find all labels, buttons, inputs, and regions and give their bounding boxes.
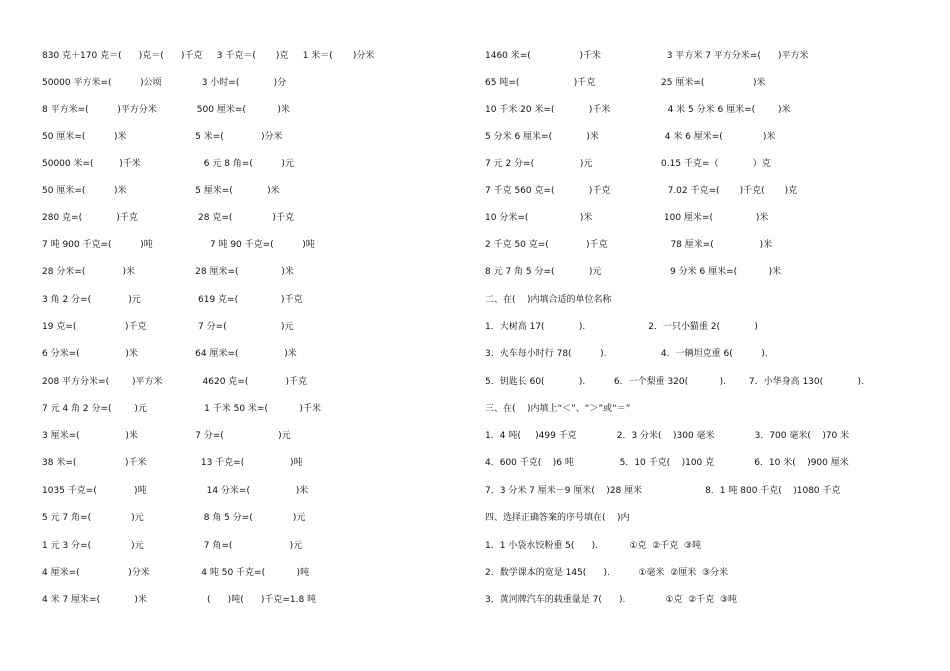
exercise-line: 5 分米 6 厘米=( )米 4 米 6 厘米=( )米 <box>485 132 776 142</box>
section-heading-choice: 四、选择正确答案的序号填在( )内 <box>485 513 630 523</box>
exercise-line: 830 克＋170 克＝( )克＝( )千克 3 千克＝( )克 1 米＝( )分米 <box>42 51 375 61</box>
exercise-line: 10 千米 20 米=( )千米 4 米 5 分米 6 厘米=( )米 <box>485 105 791 115</box>
exercise-line: 5．钥匙长 60( ). 6．一个梨重 320( ). 7．小华身高 130( ). <box>485 377 864 387</box>
exercise-line: 50000 平方米=( )公顷 3 小时=( )分 <box>42 78 287 88</box>
exercise-line: 4 米 7 厘米=( )米 ( )吨( )千克=1.8 吨 <box>42 595 317 605</box>
exercise-line: 50 厘米=( )米 5 厘米=( )米 <box>42 186 280 196</box>
exercise-line: 7 元 2 分=( )元 0.15 千克=（ ）克 <box>485 159 771 169</box>
exercise-line: 50 厘米=( )米 5 米=( )分米 <box>42 132 283 142</box>
exercise-line: 38 米=( )千米 13 千克=( )吨 <box>42 458 303 468</box>
section-heading-compare: 三、在( )内填上“＜”、“＞”或“＝” <box>485 404 631 414</box>
exercise-line: 5 元 7 角=( )元 8 角 5 分=( )元 <box>42 513 306 523</box>
exercise-line: 3 角 2 分=( )元 619 克=( )千克 <box>42 295 303 305</box>
exercise-line: 208 平方分米=( )平方米 4620 克=( )千克 <box>42 377 308 387</box>
exercise-line: 8 平方米=( )平方分米 500 厘米=( )米 <box>42 105 290 115</box>
exercise-line: 28 分米=( )米 28 厘米=( )米 <box>42 267 294 277</box>
exercise-line: 50000 米=( )千米 6 元 8 角=( )元 <box>42 159 294 169</box>
exercise-line: 7 千克 560 克=( )千克 7.02 千克=( )千克( )克 <box>485 186 798 196</box>
exercise-line: 7 元 4 角 2 分=( )元 1 千米 50 米=( )千米 <box>42 404 321 414</box>
exercise-line: 3．火车每小时行 78( ). 4．一辆坦克重 6( ). <box>485 349 768 359</box>
exercise-line: 3．黄河牌汽车的载重量是 7( ). ①克 ②千克 ③吨 <box>485 595 738 605</box>
exercise-line: 3 厘米=( )米 7 分=( )元 <box>42 431 291 441</box>
exercise-line: 19 克=( )千克 7 分=( )元 <box>42 322 294 332</box>
section-heading-units: 二、在( )内填合适的单位名称 <box>485 295 612 305</box>
exercise-line: 6 分米=( )米 64 厘米=( )米 <box>42 349 297 359</box>
exercise-line: 10 分米=( )米 100 厘米=( )米 <box>485 213 769 223</box>
exercise-line: 280 克=( )千克 28 克=( )千克 <box>42 213 294 223</box>
exercise-line: 2．数学课本的宽是 145( ). ①毫米 ②厘米 ③分米 <box>485 568 729 578</box>
exercise-line: 65 吨=( )千克 25 厘米=( )米 <box>485 78 766 88</box>
exercise-line: 7．3 分米 7 厘米－9 厘米( )28 厘米 8．1 吨 800 千克( )1080 千克 <box>485 486 841 496</box>
exercise-line: 2 千克 50 克=( )千克 78 厘米=( )米 <box>485 240 773 250</box>
exercise-line: 4 厘米=( )分米 4 吨 50 千克=( )吨 <box>42 568 310 578</box>
exercise-line: 1．大树高 17( ). 2．一只小猫重 2( ) <box>485 322 758 332</box>
exercise-line: 8 元 7 角 5 分=( )元 9 分米 6 厘米=( )米 <box>485 267 782 277</box>
exercise-line: 1．4 吨( )499 千克 2．3 分米( )300 毫米 3．700 毫米( )70 米 <box>485 431 850 441</box>
exercise-line: 1 元 3 分=( )元 7 角=( )元 <box>42 541 303 551</box>
exercise-line: 1．1 小袋水饺粉重 5( ). ①克 ②千克 ③吨 <box>485 541 702 551</box>
exercise-line: 4．600 千克( )6 吨 5．10 千克( )100 克 6．10 米( )900 厘米 <box>485 458 849 468</box>
exercise-line: 1460 米=( )千米 3 平方米 7 平方分米=( )平方米 <box>485 51 809 61</box>
exercise-line: 7 吨 900 千克=( )吨 7 吨 90 千克=( )吨 <box>42 240 315 250</box>
exercise-line: 1035 千克=( )吨 14 分米=( )米 <box>42 486 309 496</box>
